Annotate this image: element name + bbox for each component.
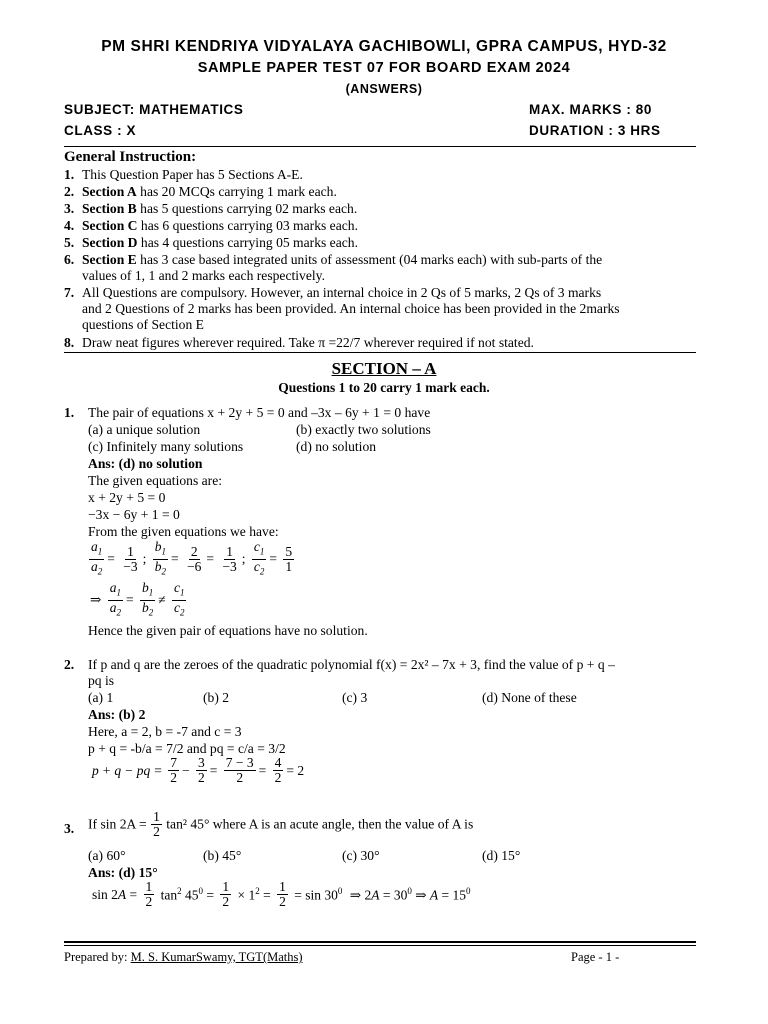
footer-rule-thick — [64, 941, 696, 943]
solution-conclusion: Hence the given pair of equations have no solution. — [88, 623, 368, 638]
section-title: SECTION – A — [331, 359, 437, 378]
solution-line: −3x − 6y + 1 = 0 — [88, 507, 180, 522]
answers-label: (ANSWERS) — [345, 82, 423, 96]
instruction-item-cont: values of 1, 1 and 2 marks each respectively. — [82, 268, 325, 283]
footer-rule-thin — [64, 945, 696, 946]
option-a: (a) 60° — [88, 848, 126, 863]
option-a: (a) 1 — [88, 690, 114, 705]
option-a: (a) a unique solution — [88, 422, 201, 437]
answer: Ans: (d) no solution — [88, 456, 203, 471]
document-page: PM SHRI KENDRIYA VIDYALAYA GACHIBOWLI, GPRA CAMPUS, HYD-32 SAMPLE PAPER TEST 07 FOR BOARD EXAM 2024 (ANSWERS) SUBJECT: MATHEMATICS MAX. MARKS : 80 CLASS : X DURATION : 3 HRS General Instruction: 1. This Question Paper has 5 Sections A-E. 2. Section A has 20 MCQs carrying 1 mark each. 3. Section B has 5 questions carrying 02 marks each. 4. Section C has 6 questions carrying 03 marks each. 5. Section D has 4 questions carrying 05 marks each. 6. Section E has 3 case based integrated units of assessment (04 marks each) with sub-parts of the values of 1, 1 and 2 marks each respectively. 7. All Questions are compulsory. However, an internal choice in 2 Qs of 5 marks, 2 Qs of 3 marks and 2 Questions of 2 marks has been provided. An internal choice has been provided in the 2marks questions of Section E 8. Draw neat figures wherever required. Take π =22/7 wherever required if not stated. SECTION – A Questions 1 to 20 carry 1 mark each. 1. The pair of equations x + 2y + 5 = 0 and –3x – 6y + 1 = 0 have (a) a unique solution (b) exactly two solutions (c) Infinitely many solutions (d) no solution Ans: (d) no solution The given equations are: x + 2y + 5 = 0 −3x − 6y + 1 = 0 From the given equations we have: $\frac{a_1}{a_2}$ = $\frac{1}{-3}$ ; $\frac{b_1}{b_2}$ = $\frac{2}{-6}$ = $\frac{1}{-3}$ ; $\frac{c_1}{c_2}$ = $\frac{5}{1}$ ⇒ $\frac{a_1}{a_2}$ = $\frac{b_1}{b_2}$ ≠ $\frac{c_1}{c_2}$ Hence the given pair of equations have no solution. 2. If p and q are the zeroes of the quadratic polynomial f(x) = 2x² – 7x + 3, find the value of p + q – pq is (a) 1 (b) 2 (c) 3 (d) None of these Ans: (b) 2 Here, a = 2, b = -7 and c = 3 p + q = -b/a = 7/2 and pq = c/a = 3/2 p + q − pq = $\frac{7}{2}$ − $\frac{3}{2}$ = $\frac{7 - 3}{2}$ = $\frac{4}{2}$ = 2 3. If sin 2A = $\frac{1}{2}$ tan² 45° where A is an acute angle, then the value of A is (a) 60° (b) 45° (c) 30° (d) 15° Ans: (d) 15° sin 2A = $\frac{1}{2}$ $\tan^2 45^0$ = $\frac{1}{2}$ × $1^2$ = $\frac{1}{2}$ = $\sin 30^0$ ⇒ $2A = 30^0$ ⇒ $A = 15^0$ Prepared by: M. S. KumarSwamy, TGT(Maths) Page - 1 - — [0, 0, 768, 1024]
header-divider — [64, 146, 696, 147]
ratio-equation: $\frac{a_1}{a_2}$ = $\frac{1}{-3}$ ; $\frac{b_1}{b_2}$ = $\frac{2}{-6}$ = $\frac{1}{-3}$ ; $\frac{c_1}{c_2}$ = $\frac{5}{1}$ — [91, 539, 293, 577]
max-marks: MAX. MARKS : 80 — [529, 102, 653, 117]
page-number: Page - 1 - — [571, 950, 620, 964]
question-number: 2. — [64, 657, 75, 672]
option-b: (b) 2 — [203, 690, 230, 705]
option-c: (c) 30° — [342, 848, 380, 863]
instructions-divider — [64, 352, 696, 353]
solution-line: Here, a = 2, b = -7 and c = 3 — [88, 724, 242, 739]
class: CLASS : X — [64, 123, 137, 138]
solution-line: x + 2y + 5 = 0 — [88, 490, 166, 505]
subject: SUBJECT: MATHEMATICS — [64, 102, 244, 117]
solution-line: From the given equations we have: — [88, 524, 279, 539]
instruction-item: Section C has 6 questions carrying 03 marks each. — [82, 218, 358, 233]
question-number: 1. — [64, 405, 75, 420]
question-text: If sin 2A = $\frac{1}{2}$ tan² 45° where A is an acute angle, then the value of A is — [88, 809, 474, 839]
answer: Ans: (d) 15° — [88, 865, 158, 880]
instruction-item: All Questions are compulsory. However, an internal choice in 2 Qs of 5 marks, 2 Qs of 3 marks — [82, 285, 602, 300]
option-b: (b) 45° — [203, 848, 242, 863]
solution-line: The given equations are: — [88, 473, 222, 488]
instruction-item: Section B has 5 questions carrying 02 marks each. — [82, 201, 358, 216]
question-number: 3. — [64, 821, 75, 836]
option-c: (c) 3 — [342, 690, 368, 705]
paper-title: SAMPLE PAPER TEST 07 FOR BOARD EXAM 2024 — [197, 60, 571, 76]
instruction-item-cont: and 2 Questions of 2 marks has been provided. An internal choice has been provided in the 2marks — [82, 301, 620, 316]
instruction-item-cont: questions of Section E — [82, 317, 204, 332]
ratio-conclusion: ⇒ $\frac{a_1}{a_2}$ = $\frac{b_1}{b_2}$ ≠ $\frac{c_1}{c_2}$ — [90, 580, 185, 618]
instructions-title: General Instruction: — [64, 149, 197, 165]
footer-credit: Prepared by: M. S. KumarSwamy, TGT(Maths) — [64, 950, 303, 964]
school-name: PM SHRI KENDRIYA VIDYALAYA GACHIBOWLI, GPRA CAMPUS, HYD-32 — [101, 38, 667, 55]
answer: Ans: (b) 2 — [88, 707, 146, 722]
question-text: The pair of equations x + 2y + 5 = 0 and –3x – 6y + 1 = 0 have — [88, 405, 431, 420]
option-d: (d) 15° — [482, 848, 521, 863]
solution-line: p + q = -b/a = 7/2 and pq = c/a = 3/2 — [88, 741, 286, 756]
duration: DURATION : 3 HRS — [529, 123, 661, 138]
instruction-item: Section A has 20 MCQs carrying 1 mark each. — [82, 184, 337, 199]
instruction-item: This Question Paper has 5 Sections A-E. — [82, 167, 303, 182]
sine-equation: sin 2A = $\frac{1}{2}$ $\tan^2 45^0$ = $\frac{1}{2}$ × $1^2$ = $\frac{1}{2}$ = $\sin 30^0$ ⇒ $2A = 30^0$ ⇒ $A = 15^0$ — [92, 879, 471, 909]
author-name: M. S. KumarSwamy, TGT(Maths) — [130, 950, 303, 964]
option-c: (c) Infinitely many solutions — [88, 439, 244, 454]
option-d: (d) no solution — [296, 439, 377, 454]
instruction-item: Draw neat figures wherever required. Take π =22/7 wherever required if not stated. — [82, 335, 534, 350]
option-b: (b) exactly two solutions — [296, 422, 431, 437]
option-d: (d) None of these — [482, 690, 577, 705]
instruction-item: Section E has 3 case based integrated units of assessment (04 marks each) with sub-parts of the — [82, 252, 603, 267]
section-subtitle: Questions 1 to 20 carry 1 mark each. — [278, 380, 490, 395]
question-text-cont: pq is — [88, 673, 115, 688]
question-text: If p and q are the zeroes of the quadratic polynomial f(x) = 2x² – 7x + 3, find the value of p + q – — [88, 657, 615, 672]
sum-product-equation: p + q − pq = $\frac{7}{2}$ − $\frac{3}{2}$ = $\frac{7 - 3}{2}$ = $\frac{4}{2}$ = 2 — [92, 755, 305, 785]
instruction-item: Section D has 4 questions carrying 05 marks each. — [82, 235, 358, 250]
